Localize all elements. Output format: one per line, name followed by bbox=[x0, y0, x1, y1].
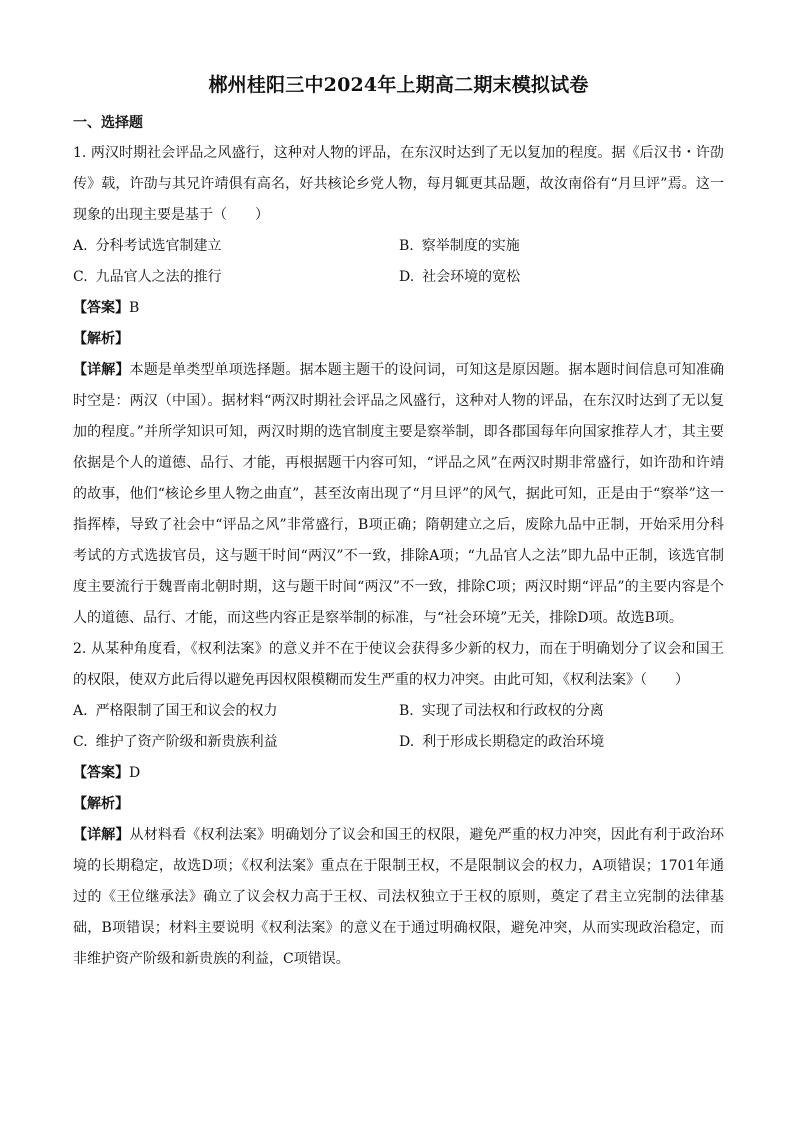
answer-line bbox=[73, 758, 724, 789]
analysis-line bbox=[73, 789, 724, 820]
option-a: A. 严格限制了国王和议会的权力 bbox=[73, 703, 278, 719]
question-1 bbox=[73, 138, 724, 634]
question-2-options bbox=[73, 696, 724, 758]
exam-title: 郴州桂阳三中2024年上期高二期末模拟试卷 bbox=[208, 74, 589, 96]
detail-paragraph bbox=[73, 820, 724, 975]
option-b: B. 察举制度的实施 bbox=[399, 238, 520, 254]
answer-value: D bbox=[129, 765, 141, 781]
analysis-line bbox=[73, 324, 724, 355]
answer-label: 【答案】 bbox=[73, 300, 129, 316]
detail-label: 【详解】 bbox=[73, 362, 130, 378]
answer-label: 【答案】 bbox=[73, 765, 129, 781]
option-a: A. 分科考试选官制建立 bbox=[73, 238, 222, 254]
analysis-label: 【解析】 bbox=[73, 796, 129, 812]
option-c: C. 九品官人之法的推行 bbox=[73, 269, 222, 285]
detail-text: 从材料看《权利法案》明确划分了议会和国王的权限，避免严重的权力冲突，因此有利于政治环境的长期稳定，故选D项；《权利法案》重点在于限制王权，不是限制议会的权力，A项错误；1701年通过的《王位继承法》确立了议会权力高于王权、司法权独立于王权的原则，奠定了君主立宪制的法律基础，B项错误；材料主要说明《权利法案》的意义在于通过明确权限，避免冲突，从而实现政治稳定，而非维护资产阶级和新贵族的利益，C项错误。 bbox=[73, 827, 725, 967]
answer-value: B bbox=[129, 300, 140, 316]
detail-text: 本题是单类型单项选择题。据本题主题干的设问词，可知这是原因题。据本题时间信息可知准确时空是：两汉（中国）。据材料“两汉时期社会评品之风盛行，这种对人物的评品，在东汉时达到了无以复加的程度。”并所学知识可知，两汉时期的选官制度主要是察举制，即各郡国每年向国家推荐人才，其主要依据是个人的道德、品行、才能，再根据题干内容可知，“评品之风”在两汉时期非常盛行，如许劭和许靖的故事，他们“核论乡里人物之曲直”，甚至汝南出现了“月旦评”的风气，据此可知，正是由于“察举”这一指挥棒，导致了社会中“评品之风”非常盛行，B项正确；隋朝建立之后，废除九品中正制，开始采用分科考试的方式选拔官员，这与题干时间“两汉”不一致，排除A项；“九品官人之法”即九品中正制，该选官制度主要流行于魏晋南北朝时期，这与题干时间“两汉”不一致，排除C项；两汉时期“评品”的主要内容是个人的道德、品行、才能，而这些内容正是察举制的标准，与“社会环境”无关，排除D项。故选B项。 bbox=[73, 362, 725, 626]
option-d: D. 利于形成长期稳定的政治环境 bbox=[399, 734, 605, 750]
detail-label: 【详解】 bbox=[73, 827, 130, 843]
question-2 bbox=[73, 634, 724, 975]
detail-paragraph bbox=[73, 355, 724, 634]
option-b: B. 实现了司法权和行政权的分离 bbox=[399, 703, 604, 719]
answer-line bbox=[73, 293, 724, 324]
question-1-stem: 1. 两汉时期社会评品之风盛行，这种对人物的评品，在东汉时达到了无以复加的程度。据《后汉书・许劭传》载，许劭与其兄许靖俱有高名，好共核论乡党人物，每月辄更其品题，故汝南俗有“月旦评”焉。这一现象的出现主要是基于（ ） bbox=[73, 145, 724, 223]
section-heading: 一、选择题 bbox=[73, 115, 143, 131]
analysis-label: 【解析】 bbox=[73, 331, 129, 347]
question-1-options bbox=[73, 231, 724, 293]
question-2-stem: 2. 从某种角度看，《权利法案》的意义并不在于使议会获得多少新的权力，而在于明确划分了议会和国王的权限，使双方此后得以避免再因权限模糊而发生严重的权力冲突。由此可知，《权利法案》（ ） bbox=[73, 641, 724, 688]
option-d: D. 社会环境的宽松 bbox=[399, 269, 521, 285]
option-c: C. 维护了资产阶级和新贵族利益 bbox=[73, 734, 278, 750]
